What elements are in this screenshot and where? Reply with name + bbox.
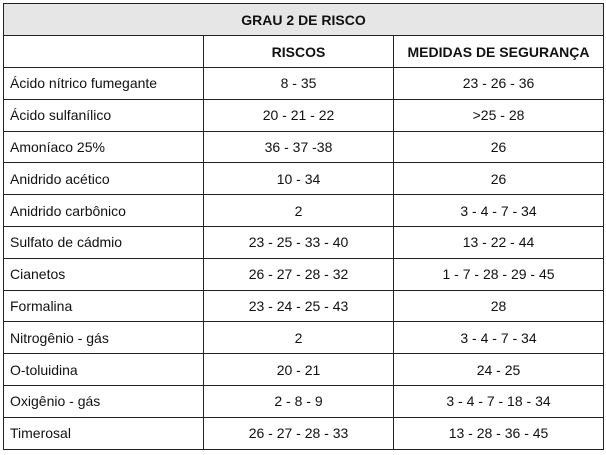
riscos-cell: 36 - 37 -38 — [204, 131, 394, 163]
table-row — [4, 163, 604, 195]
header-medidas: MEDIDAS DE SEGURANÇA — [394, 36, 604, 68]
table-row — [4, 68, 604, 100]
riscos-cell: 2 - 8 - 9 — [204, 385, 394, 417]
riscos-cell: 2 — [204, 195, 394, 227]
substance-cell: Anidrido carbônico — [4, 195, 204, 227]
table-row — [4, 322, 604, 354]
riscos-cell: 23 - 24 - 25 - 43 — [204, 290, 394, 322]
medidas-cell: 3 - 4 - 7 - 34 — [394, 322, 604, 354]
table-row — [4, 354, 604, 386]
riscos-cell: 20 - 21 — [204, 354, 394, 386]
riscos-cell: 26 - 27 - 28 - 32 — [204, 258, 394, 290]
medidas-cell: 28 — [394, 290, 604, 322]
table-row — [4, 290, 604, 322]
table-header-row — [4, 36, 604, 68]
table-title: GRAU 2 DE RISCO — [4, 4, 604, 36]
table-title-row — [4, 4, 604, 36]
substance-cell: Formalina — [4, 290, 204, 322]
substance-cell: Ácido sulfanílico — [4, 99, 204, 131]
medidas-cell: 13 - 28 - 36 - 45 — [394, 417, 604, 449]
risk-table-container — [3, 3, 603, 450]
riscos-cell: 23 - 25 - 33 - 40 — [204, 226, 394, 258]
substance-cell: Cianetos — [4, 258, 204, 290]
riscos-cell: 2 — [204, 322, 394, 354]
medidas-cell: 1 - 7 - 28 - 29 - 45 — [394, 258, 604, 290]
medidas-cell: 26 — [394, 163, 604, 195]
medidas-cell: 3 - 4 - 7 - 18 - 34 — [394, 385, 604, 417]
table-row — [4, 99, 604, 131]
table-row — [4, 226, 604, 258]
table-row — [4, 385, 604, 417]
table-row — [4, 195, 604, 227]
header-riscos: RISCOS — [204, 36, 394, 68]
riscos-cell: 26 - 27 - 28 - 33 — [204, 417, 394, 449]
riscos-cell: 8 - 35 — [204, 68, 394, 100]
medidas-cell: 26 — [394, 131, 604, 163]
medidas-cell: >25 - 28 — [394, 99, 604, 131]
substance-cell: O-toluidina — [4, 354, 204, 386]
substance-cell: Sulfato de cádmio — [4, 226, 204, 258]
riscos-cell: 20 - 21 - 22 — [204, 99, 394, 131]
substance-cell: Nitrogênio - gás — [4, 322, 204, 354]
table-row — [4, 417, 604, 449]
substance-cell: Amoníaco 25% — [4, 131, 204, 163]
substance-cell: Ácido nítrico fumegante — [4, 68, 204, 100]
header-substance — [4, 36, 204, 68]
table-row — [4, 258, 604, 290]
risk-table — [3, 3, 604, 450]
medidas-cell: 13 - 22 - 44 — [394, 226, 604, 258]
medidas-cell: 23 - 26 - 36 — [394, 68, 604, 100]
substance-cell: Oxigênio - gás — [4, 385, 204, 417]
medidas-cell: 3 - 4 - 7 - 34 — [394, 195, 604, 227]
riscos-cell: 10 - 34 — [204, 163, 394, 195]
table-row — [4, 131, 604, 163]
substance-cell: Anidrido acético — [4, 163, 204, 195]
substance-cell: Timerosal — [4, 417, 204, 449]
table-body — [4, 68, 604, 450]
medidas-cell: 24 - 25 — [394, 354, 604, 386]
